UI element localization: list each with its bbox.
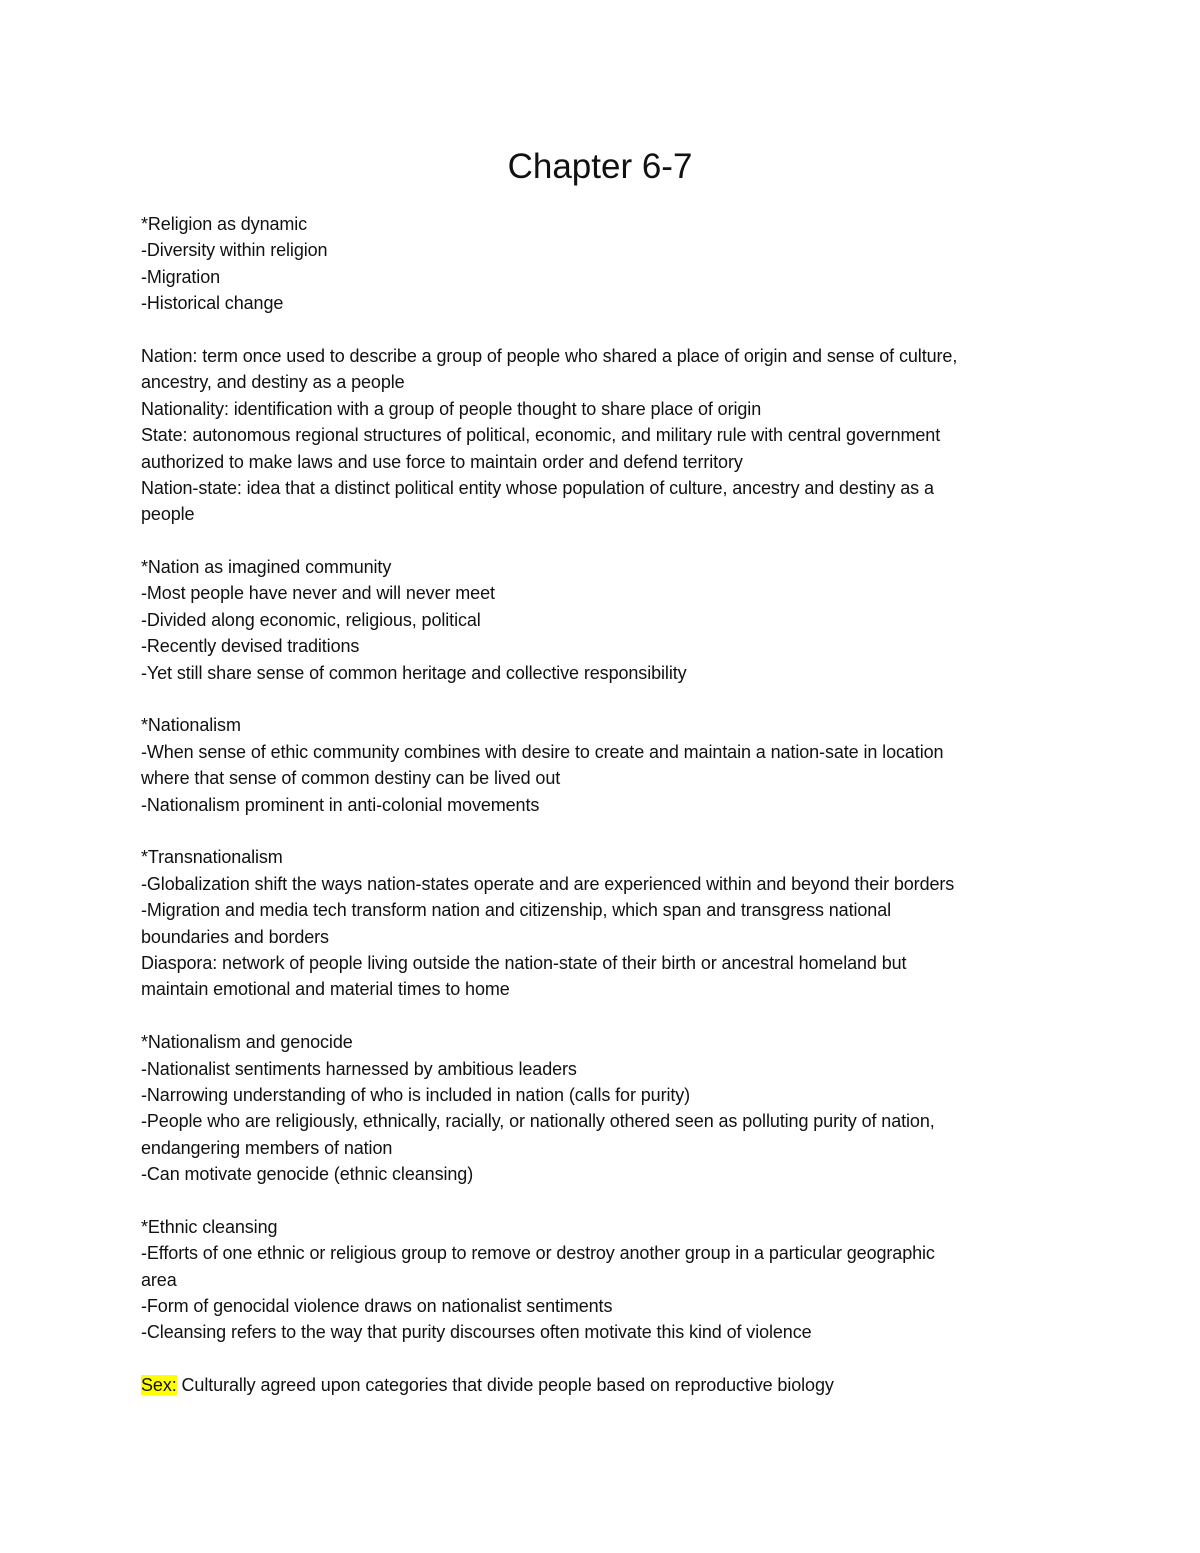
text-line: -Divided along economic, religious, political <box>141 609 481 630</box>
sex-definition-line <box>141 1372 1061 1398</box>
text-line: -Can motivate genocide (ethnic cleansing) <box>141 1164 474 1185</box>
text-line: -When sense of ethic community combines with desire to create and maintain a nation-sate in location <box>141 741 944 762</box>
text-line: maintain emotional and material times to home <box>141 979 510 1000</box>
paragraph-gap <box>141 1346 1061 1372</box>
text-line: Nation: term once used to describe a group of people who shared a place of origin and sense of culture, <box>141 345 958 366</box>
text-line: area <box>141 1269 177 1290</box>
text-line: -Nationalist sentiments harnessed by ambitious leaders <box>141 1058 577 1079</box>
text-line: -Narrowing understanding of who is included in nation (calls for purity) <box>141 1084 691 1105</box>
paragraph-gap <box>141 1187 1061 1213</box>
text-line: *Ethnic cleansing <box>141 1216 278 1237</box>
paragraph-gap <box>141 317 1061 343</box>
paragraph-gap <box>141 528 1061 554</box>
text-line: -Diversity within religion <box>141 240 328 261</box>
text-line: *Nationalism and genocide <box>141 1032 353 1053</box>
text-line: -Migration and media tech transform nation and citizenship, which span and transgress national <box>141 900 892 921</box>
text-line: *Religion as dynamic <box>141 214 308 234</box>
text-line: *Nationalism <box>141 715 241 736</box>
text-line: -Form of genocidal violence draws on nationalist sentiments <box>141 1296 613 1317</box>
highlighted-term: Sex: <box>141 1375 177 1396</box>
text-line: -Efforts of one ethnic or religious group to remove or destroy another group in a particular geographic <box>141 1243 935 1264</box>
term-definition: Culturally agreed upon categories that divide people based on reproductive biology <box>176 1375 834 1396</box>
document-body <box>141 211 1061 1399</box>
text-line: endangering members of nation <box>141 1137 393 1158</box>
text-line: -Recently devised traditions <box>141 636 360 657</box>
text-line: -People who are religiously, ethnically, racially, or nationally othered seen as polluting purity of nation, <box>141 1111 935 1132</box>
paragraph-gap <box>141 818 1061 844</box>
page-title: Chapter 6-7 <box>507 147 693 186</box>
text-line: -Cleansing refers to the way that purity discourses often motivate this kind of violence <box>141 1322 812 1343</box>
text-line: -Yet still share sense of common heritage and collective responsibility <box>141 662 687 683</box>
text-line: -Historical change <box>141 293 284 314</box>
paragraph-gap <box>141 1003 1061 1029</box>
text-line: Diaspora: network of people living outside the nation-state of their birth or ancestral homeland but <box>141 952 907 973</box>
text-line: -Most people have never and will never meet <box>141 583 495 604</box>
text-line: -Globalization shift the ways nation-states operate and are experienced within and beyond their borders <box>141 873 955 894</box>
text-line: *Nation as imagined community <box>141 557 392 578</box>
text-line: where that sense of common destiny can be lived out <box>141 768 561 789</box>
text-line: -Nationalism prominent in anti-colonial movements <box>141 794 540 815</box>
text-line: people <box>141 504 195 525</box>
text-line: Nationality: identification with a group of people thought to share place of origin <box>141 398 762 419</box>
text-line: -Migration <box>141 266 221 287</box>
text-line: authorized to make laws and use force to maintain order and defend territory <box>141 451 743 472</box>
text-line: boundaries and borders <box>141 926 329 947</box>
text-line: State: autonomous regional structures of political, economic, and military rule with central government <box>141 425 941 446</box>
text-line: ancestry, and destiny as a people <box>141 372 405 393</box>
paragraph-gap <box>141 686 1061 712</box>
text-line: *Transnationalism <box>141 847 283 868</box>
text-line: Nation-state: idea that a distinct political entity whose population of culture, ancestry and destiny as a <box>141 477 934 498</box>
